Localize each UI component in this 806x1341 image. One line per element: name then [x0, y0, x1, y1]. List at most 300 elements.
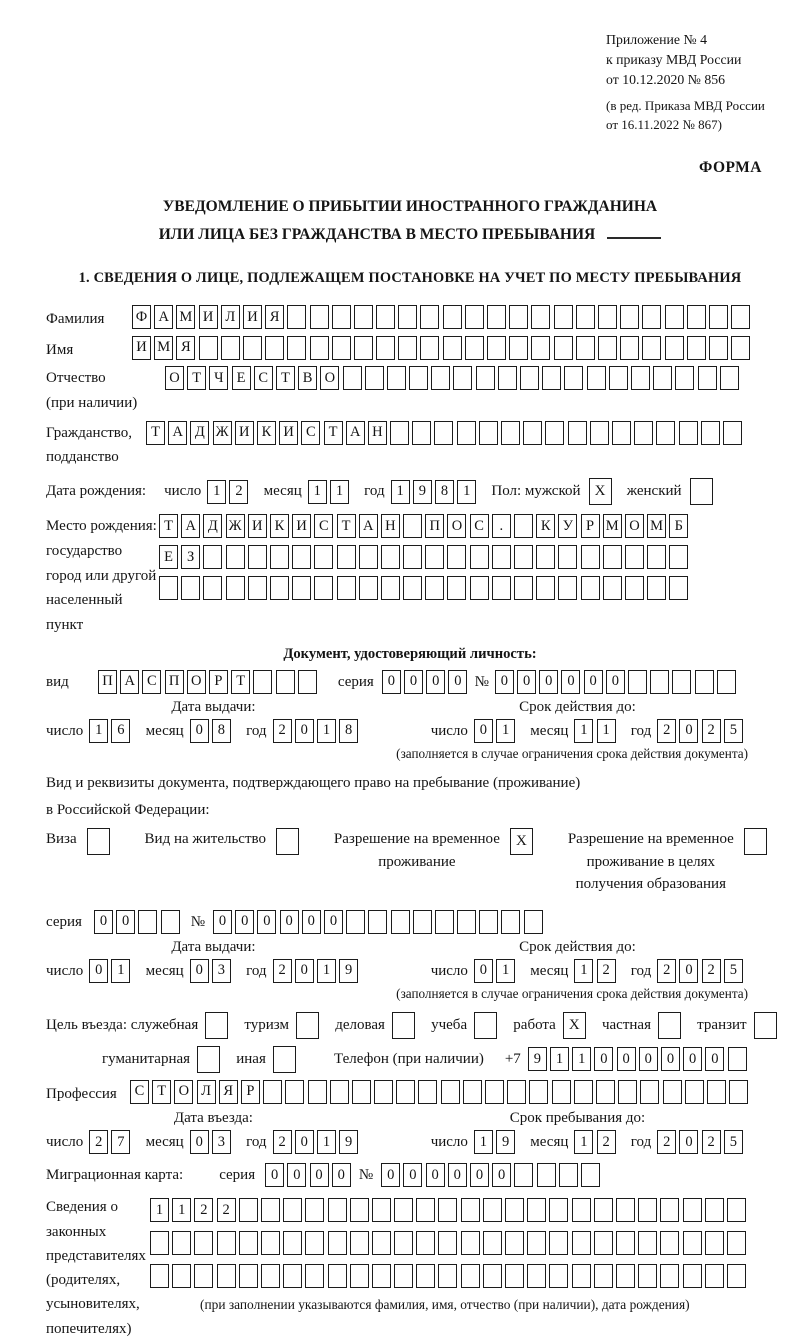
- char-cell[interactable]: [731, 305, 750, 329]
- char-cell[interactable]: [403, 514, 422, 538]
- char-cell[interactable]: [248, 545, 267, 569]
- char-cell[interactable]: [461, 1198, 480, 1222]
- char-cell[interactable]: О: [174, 1080, 193, 1104]
- char-cell[interactable]: С: [130, 1080, 149, 1104]
- study-checkbox[interactable]: [474, 1012, 497, 1039]
- char-cell[interactable]: И: [199, 305, 218, 329]
- char-cell[interactable]: А: [154, 305, 173, 329]
- char-cell[interactable]: Ч: [209, 366, 228, 390]
- char-cell[interactable]: [438, 1264, 457, 1288]
- char-cell[interactable]: 2: [273, 1130, 292, 1154]
- char-cell[interactable]: [687, 305, 706, 329]
- char-cell[interactable]: С: [142, 670, 161, 694]
- char-cell[interactable]: [492, 576, 511, 600]
- char-cell[interactable]: 0: [679, 1130, 698, 1154]
- char-cell[interactable]: [505, 1231, 524, 1255]
- char-cell[interactable]: [603, 545, 622, 569]
- char-cell[interactable]: 0: [116, 910, 135, 934]
- char-cell[interactable]: М: [154, 336, 173, 360]
- temp-permit-edu-checkbox[interactable]: [744, 828, 767, 855]
- char-cell[interactable]: [683, 1198, 702, 1222]
- char-cell[interactable]: 0: [280, 910, 299, 934]
- char-cell[interactable]: [483, 1264, 502, 1288]
- char-cell[interactable]: 2: [597, 1130, 616, 1154]
- char-cell[interactable]: [310, 336, 329, 360]
- char-cell[interactable]: 3: [212, 959, 231, 983]
- char-cell[interactable]: [172, 1231, 191, 1255]
- char-cell[interactable]: Р: [581, 514, 600, 538]
- char-cell[interactable]: [554, 305, 573, 329]
- char-cell[interactable]: 2: [702, 959, 721, 983]
- char-cell[interactable]: [536, 576, 555, 600]
- char-cell[interactable]: 1: [550, 1047, 569, 1071]
- humanitarian-checkbox[interactable]: [197, 1046, 220, 1073]
- char-cell[interactable]: 0: [89, 959, 108, 983]
- work-checkbox[interactable]: X: [563, 1012, 586, 1039]
- char-cell[interactable]: [498, 366, 517, 390]
- female-checkbox[interactable]: [690, 478, 713, 505]
- char-cell[interactable]: [372, 1198, 391, 1222]
- char-cell[interactable]: Н: [381, 514, 400, 538]
- char-cell[interactable]: 9: [528, 1047, 547, 1071]
- char-cell[interactable]: [669, 576, 688, 600]
- char-cell[interactable]: [461, 1264, 480, 1288]
- char-cell[interactable]: [470, 576, 489, 600]
- char-cell[interactable]: [181, 576, 200, 600]
- char-cell[interactable]: 0: [190, 959, 209, 983]
- char-cell[interactable]: [283, 1264, 302, 1288]
- char-cell[interactable]: [679, 421, 698, 445]
- char-cell[interactable]: [665, 305, 684, 329]
- char-cell[interactable]: [536, 545, 555, 569]
- char-cell[interactable]: [443, 336, 462, 360]
- char-cell[interactable]: [479, 910, 498, 934]
- char-cell[interactable]: [549, 1198, 568, 1222]
- char-cell[interactable]: .: [492, 514, 511, 538]
- char-cell[interactable]: [587, 366, 606, 390]
- char-cell[interactable]: 1: [572, 1047, 591, 1071]
- char-cell[interactable]: [707, 1080, 726, 1104]
- char-cell[interactable]: [509, 336, 528, 360]
- char-cell[interactable]: Т: [231, 670, 250, 694]
- char-cell[interactable]: [669, 545, 688, 569]
- char-cell[interactable]: 7: [111, 1130, 130, 1154]
- char-cell[interactable]: К: [536, 514, 555, 538]
- char-cell[interactable]: [564, 366, 583, 390]
- char-cell[interactable]: [505, 1264, 524, 1288]
- char-cell[interactable]: Т: [152, 1080, 171, 1104]
- char-cell[interactable]: Б: [669, 514, 688, 538]
- char-cell[interactable]: [638, 1198, 657, 1222]
- char-cell[interactable]: [728, 1047, 747, 1071]
- char-cell[interactable]: [283, 1198, 302, 1222]
- char-cell[interactable]: [572, 1198, 591, 1222]
- char-cell[interactable]: 1: [317, 1130, 336, 1154]
- char-cell[interactable]: 0: [403, 1163, 422, 1187]
- char-cell[interactable]: [150, 1264, 169, 1288]
- char-cell[interactable]: 0: [190, 719, 209, 743]
- char-cell[interactable]: 0: [324, 910, 343, 934]
- char-cell[interactable]: [374, 1080, 393, 1104]
- char-cell[interactable]: [359, 545, 378, 569]
- business-checkbox[interactable]: [392, 1012, 415, 1039]
- char-cell[interactable]: [729, 1080, 748, 1104]
- char-cell[interactable]: [656, 421, 675, 445]
- char-cell[interactable]: 0: [287, 1163, 306, 1187]
- char-cell[interactable]: 0: [594, 1047, 613, 1071]
- char-cell[interactable]: [514, 514, 533, 538]
- char-cell[interactable]: Е: [232, 366, 251, 390]
- char-cell[interactable]: 0: [265, 1163, 284, 1187]
- char-cell[interactable]: [581, 576, 600, 600]
- char-cell[interactable]: [420, 336, 439, 360]
- char-cell[interactable]: [161, 910, 180, 934]
- char-cell[interactable]: 0: [679, 719, 698, 743]
- char-cell[interactable]: [416, 1198, 435, 1222]
- char-cell[interactable]: Я: [176, 336, 195, 360]
- char-cell[interactable]: 9: [339, 1130, 358, 1154]
- char-cell[interactable]: 0: [295, 1130, 314, 1154]
- char-cell[interactable]: [310, 305, 329, 329]
- char-cell[interactable]: [554, 336, 573, 360]
- char-cell[interactable]: 2: [217, 1198, 236, 1222]
- char-cell[interactable]: [438, 1198, 457, 1222]
- char-cell[interactable]: [695, 670, 714, 694]
- char-cell[interactable]: [612, 421, 631, 445]
- char-cell[interactable]: [527, 1198, 546, 1222]
- char-cell[interactable]: [253, 670, 272, 694]
- char-cell[interactable]: С: [301, 421, 320, 445]
- char-cell[interactable]: [226, 576, 245, 600]
- char-cell[interactable]: [596, 1080, 615, 1104]
- char-cell[interactable]: [261, 1198, 280, 1222]
- char-cell[interactable]: [465, 336, 484, 360]
- char-cell[interactable]: 9: [413, 480, 432, 504]
- tourism-checkbox[interactable]: [296, 1012, 319, 1039]
- char-cell[interactable]: [243, 336, 262, 360]
- char-cell[interactable]: [413, 910, 432, 934]
- char-cell[interactable]: [603, 576, 622, 600]
- char-cell[interactable]: 0: [310, 1163, 329, 1187]
- char-cell[interactable]: [265, 336, 284, 360]
- char-cell[interactable]: [620, 336, 639, 360]
- char-cell[interactable]: [239, 1231, 258, 1255]
- char-cell[interactable]: [572, 1264, 591, 1288]
- char-cell[interactable]: [487, 336, 506, 360]
- char-cell[interactable]: [416, 1264, 435, 1288]
- char-cell[interactable]: [443, 305, 462, 329]
- char-cell[interactable]: [261, 1231, 280, 1255]
- char-cell[interactable]: [276, 670, 295, 694]
- char-cell[interactable]: Т: [337, 514, 356, 538]
- char-cell[interactable]: 0: [617, 1047, 636, 1071]
- char-cell[interactable]: 0: [235, 910, 254, 934]
- char-cell[interactable]: [638, 1231, 657, 1255]
- char-cell[interactable]: [412, 421, 431, 445]
- char-cell[interactable]: Ф: [132, 305, 151, 329]
- char-cell[interactable]: [354, 305, 373, 329]
- char-cell[interactable]: В: [298, 366, 317, 390]
- char-cell[interactable]: И: [243, 305, 262, 329]
- char-cell[interactable]: [343, 366, 362, 390]
- char-cell[interactable]: 1: [597, 719, 616, 743]
- char-cell[interactable]: 0: [679, 959, 698, 983]
- char-cell[interactable]: М: [647, 514, 666, 538]
- char-cell[interactable]: 0: [474, 719, 493, 743]
- char-cell[interactable]: [660, 1198, 679, 1222]
- char-cell[interactable]: 0: [539, 670, 558, 694]
- char-cell[interactable]: 0: [426, 670, 445, 694]
- char-cell[interactable]: Д: [203, 514, 222, 538]
- char-cell[interactable]: 0: [404, 670, 423, 694]
- char-cell[interactable]: 0: [190, 1130, 209, 1154]
- char-cell[interactable]: [487, 305, 506, 329]
- char-cell[interactable]: [698, 366, 717, 390]
- char-cell[interactable]: [270, 545, 289, 569]
- char-cell[interactable]: [701, 421, 720, 445]
- char-cell[interactable]: М: [603, 514, 622, 538]
- char-cell[interactable]: [354, 336, 373, 360]
- char-cell[interactable]: А: [359, 514, 378, 538]
- char-cell[interactable]: 0: [213, 910, 232, 934]
- char-cell[interactable]: [660, 1231, 679, 1255]
- char-cell[interactable]: [305, 1264, 324, 1288]
- char-cell[interactable]: 1: [474, 1130, 493, 1154]
- char-cell[interactable]: [549, 1264, 568, 1288]
- char-cell[interactable]: 9: [496, 1130, 515, 1154]
- char-cell[interactable]: 1: [172, 1198, 191, 1222]
- char-cell[interactable]: [598, 336, 617, 360]
- char-cell[interactable]: 5: [724, 1130, 743, 1154]
- char-cell[interactable]: И: [132, 336, 151, 360]
- char-cell[interactable]: [594, 1264, 613, 1288]
- char-cell[interactable]: [394, 1231, 413, 1255]
- char-cell[interactable]: 0: [332, 1163, 351, 1187]
- char-cell[interactable]: [239, 1198, 258, 1222]
- char-cell[interactable]: 0: [257, 910, 276, 934]
- char-cell[interactable]: 1: [308, 480, 327, 504]
- char-cell[interactable]: [376, 305, 395, 329]
- char-cell[interactable]: 1: [111, 959, 130, 983]
- char-cell[interactable]: [226, 545, 245, 569]
- char-cell[interactable]: 0: [584, 670, 603, 694]
- char-cell[interactable]: [628, 670, 647, 694]
- char-cell[interactable]: [431, 366, 450, 390]
- char-cell[interactable]: [365, 366, 384, 390]
- char-cell[interactable]: 2: [657, 1130, 676, 1154]
- char-cell[interactable]: [391, 910, 410, 934]
- char-cell[interactable]: [359, 576, 378, 600]
- char-cell[interactable]: [447, 576, 466, 600]
- char-cell[interactable]: О: [447, 514, 466, 538]
- char-cell[interactable]: [457, 421, 476, 445]
- char-cell[interactable]: [425, 545, 444, 569]
- char-cell[interactable]: [558, 545, 577, 569]
- char-cell[interactable]: [616, 1264, 635, 1288]
- char-cell[interactable]: [337, 576, 356, 600]
- char-cell[interactable]: И: [279, 421, 298, 445]
- char-cell[interactable]: 1: [317, 959, 336, 983]
- char-cell[interactable]: Р: [209, 670, 228, 694]
- char-cell[interactable]: [239, 1264, 258, 1288]
- char-cell[interactable]: Ж: [226, 514, 245, 538]
- char-cell[interactable]: 2: [273, 959, 292, 983]
- char-cell[interactable]: [687, 336, 706, 360]
- char-cell[interactable]: 8: [435, 480, 454, 504]
- char-cell[interactable]: [398, 336, 417, 360]
- char-cell[interactable]: [352, 1080, 371, 1104]
- char-cell[interactable]: Я: [219, 1080, 238, 1104]
- char-cell[interactable]: 2: [194, 1198, 213, 1222]
- private-checkbox[interactable]: [658, 1012, 681, 1039]
- char-cell[interactable]: 0: [606, 670, 625, 694]
- char-cell[interactable]: 0: [302, 910, 321, 934]
- char-cell[interactable]: [394, 1264, 413, 1288]
- char-cell[interactable]: [261, 1264, 280, 1288]
- char-cell[interactable]: 3: [212, 1130, 231, 1154]
- char-cell[interactable]: [396, 1080, 415, 1104]
- char-cell[interactable]: [394, 1198, 413, 1222]
- char-cell[interactable]: Т: [187, 366, 206, 390]
- char-cell[interactable]: 1: [574, 1130, 593, 1154]
- residence-checkbox[interactable]: [276, 828, 299, 855]
- char-cell[interactable]: [425, 576, 444, 600]
- char-cell[interactable]: [328, 1264, 347, 1288]
- char-cell[interactable]: 0: [381, 1163, 400, 1187]
- char-cell[interactable]: [594, 1198, 613, 1222]
- char-cell[interactable]: 0: [470, 1163, 489, 1187]
- char-cell[interactable]: [368, 910, 387, 934]
- char-cell[interactable]: [727, 1231, 746, 1255]
- char-cell[interactable]: [287, 305, 306, 329]
- char-cell[interactable]: [625, 545, 644, 569]
- char-cell[interactable]: [552, 1080, 571, 1104]
- char-cell[interactable]: [248, 576, 267, 600]
- char-cell[interactable]: [709, 305, 728, 329]
- char-cell[interactable]: [642, 305, 661, 329]
- char-cell[interactable]: Т: [159, 514, 178, 538]
- char-cell[interactable]: [387, 366, 406, 390]
- char-cell[interactable]: [292, 576, 311, 600]
- char-cell[interactable]: 1: [457, 480, 476, 504]
- char-cell[interactable]: 8: [212, 719, 231, 743]
- other-purpose-checkbox[interactable]: [273, 1046, 296, 1073]
- char-cell[interactable]: [332, 305, 351, 329]
- temp-permit-checkbox[interactable]: X: [510, 828, 533, 855]
- char-cell[interactable]: 0: [448, 1163, 467, 1187]
- char-cell[interactable]: [683, 1231, 702, 1255]
- char-cell[interactable]: [328, 1198, 347, 1222]
- char-cell[interactable]: 2: [657, 719, 676, 743]
- char-cell[interactable]: [572, 1231, 591, 1255]
- char-cell[interactable]: [305, 1198, 324, 1222]
- char-cell[interactable]: [463, 1080, 482, 1104]
- char-cell[interactable]: 0: [561, 670, 580, 694]
- char-cell[interactable]: 0: [474, 959, 493, 983]
- char-cell[interactable]: С: [254, 366, 273, 390]
- char-cell[interactable]: [650, 670, 669, 694]
- char-cell[interactable]: [441, 1080, 460, 1104]
- char-cell[interactable]: [507, 1080, 526, 1104]
- char-cell[interactable]: И: [235, 421, 254, 445]
- char-cell[interactable]: 0: [448, 670, 467, 694]
- char-cell[interactable]: [705, 1231, 724, 1255]
- char-cell[interactable]: 1: [496, 959, 515, 983]
- char-cell[interactable]: [398, 305, 417, 329]
- char-cell[interactable]: [590, 421, 609, 445]
- char-cell[interactable]: [483, 1198, 502, 1222]
- char-cell[interactable]: [194, 1231, 213, 1255]
- char-cell[interactable]: [675, 366, 694, 390]
- char-cell[interactable]: Д: [190, 421, 209, 445]
- char-cell[interactable]: С: [314, 514, 333, 538]
- char-cell[interactable]: [717, 670, 736, 694]
- char-cell[interactable]: [372, 1264, 391, 1288]
- char-cell[interactable]: [420, 305, 439, 329]
- char-cell[interactable]: [642, 336, 661, 360]
- char-cell[interactable]: [618, 1080, 637, 1104]
- char-cell[interactable]: [308, 1080, 327, 1104]
- char-cell[interactable]: [492, 545, 511, 569]
- char-cell[interactable]: [457, 910, 476, 934]
- char-cell[interactable]: [576, 336, 595, 360]
- char-cell[interactable]: 0: [683, 1047, 702, 1071]
- char-cell[interactable]: [705, 1264, 724, 1288]
- char-cell[interactable]: 8: [339, 719, 358, 743]
- official-checkbox[interactable]: [205, 1012, 228, 1039]
- char-cell[interactable]: [660, 1264, 679, 1288]
- char-cell[interactable]: [328, 1231, 347, 1255]
- char-cell[interactable]: Е: [159, 545, 178, 569]
- char-cell[interactable]: [665, 336, 684, 360]
- char-cell[interactable]: [683, 1264, 702, 1288]
- char-cell[interactable]: 0: [492, 1163, 511, 1187]
- char-cell[interactable]: [625, 576, 644, 600]
- char-cell[interactable]: [568, 421, 587, 445]
- char-cell[interactable]: 2: [273, 719, 292, 743]
- char-cell[interactable]: [221, 336, 240, 360]
- char-cell[interactable]: О: [187, 670, 206, 694]
- char-cell[interactable]: [461, 1231, 480, 1255]
- char-cell[interactable]: [598, 305, 617, 329]
- char-cell[interactable]: [283, 1231, 302, 1255]
- char-cell[interactable]: [372, 1231, 391, 1255]
- char-cell[interactable]: [559, 1163, 578, 1187]
- char-cell[interactable]: [476, 366, 495, 390]
- char-cell[interactable]: А: [120, 670, 139, 694]
- char-cell[interactable]: [287, 336, 306, 360]
- char-cell[interactable]: 1: [89, 719, 108, 743]
- char-cell[interactable]: Т: [146, 421, 165, 445]
- char-cell[interactable]: [549, 1231, 568, 1255]
- char-cell[interactable]: [542, 366, 561, 390]
- char-cell[interactable]: 9: [339, 959, 358, 983]
- char-cell[interactable]: 1: [150, 1198, 169, 1222]
- char-cell[interactable]: 0: [517, 670, 536, 694]
- char-cell[interactable]: 2: [702, 1130, 721, 1154]
- char-cell[interactable]: [581, 1163, 600, 1187]
- char-cell[interactable]: [403, 576, 422, 600]
- char-cell[interactable]: [285, 1080, 304, 1104]
- char-cell[interactable]: [672, 670, 691, 694]
- char-cell[interactable]: 0: [426, 1163, 445, 1187]
- char-cell[interactable]: [434, 421, 453, 445]
- char-cell[interactable]: [409, 366, 428, 390]
- char-cell[interactable]: К: [270, 514, 289, 538]
- char-cell[interactable]: [403, 545, 422, 569]
- char-cell[interactable]: 0: [295, 959, 314, 983]
- char-cell[interactable]: [653, 366, 672, 390]
